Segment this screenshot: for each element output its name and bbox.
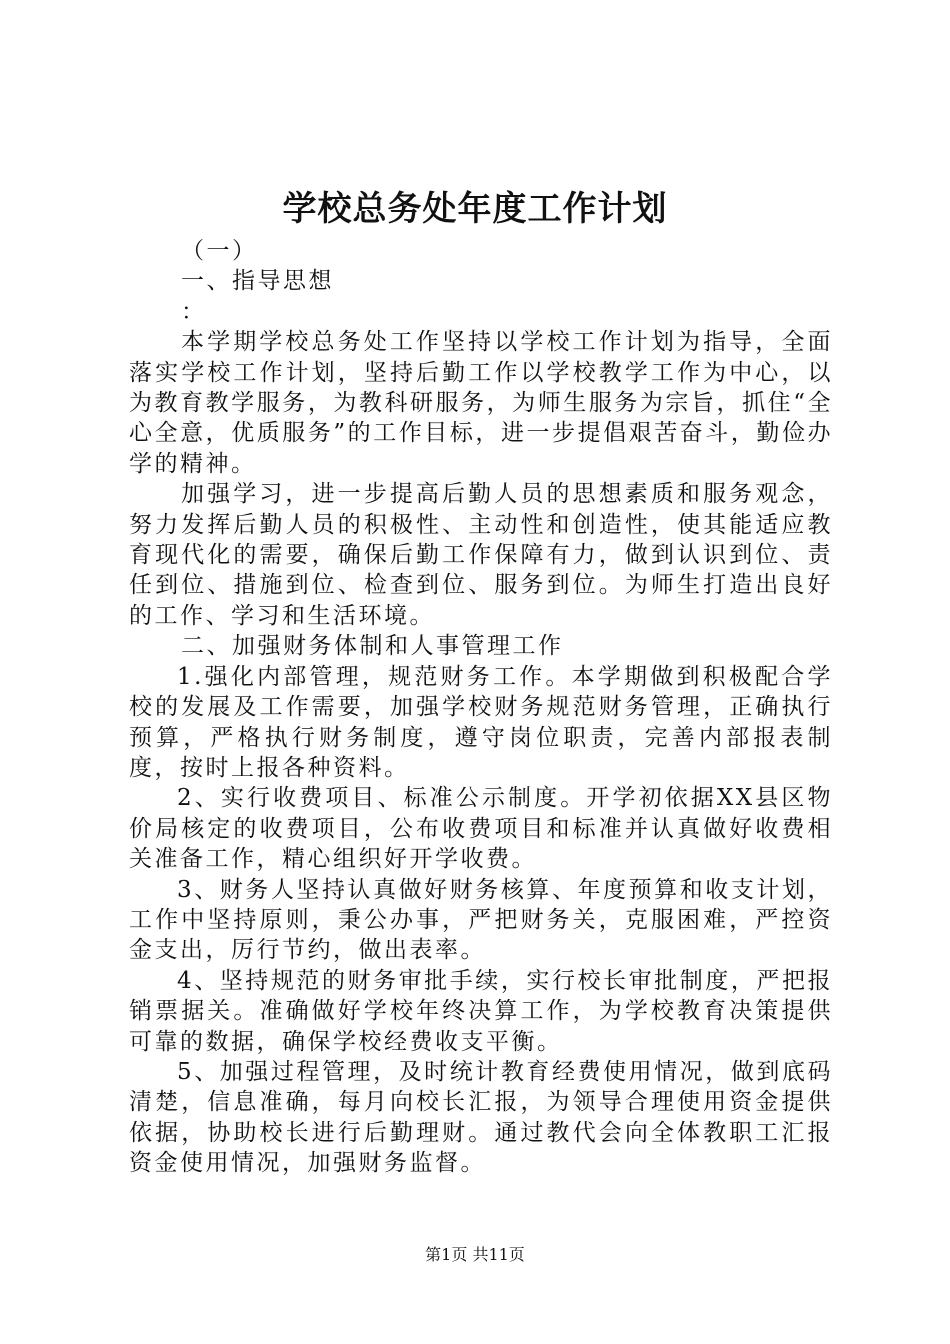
paragraph-study: 加强学习，进一步提高后勤人员的思想素质和服务观念，努力发挥后勤人员的积极性、主动性和创造性，使其能适应教育现代化的需要，确保后勤工作保障有力，做到认识到位、责任到位、措施到位、检查到位、服务到位。为师生打造出良好的工作、学习和生活环境。 (129, 481, 833, 629)
section-number: （一） (181, 238, 258, 264)
paragraph-guidance: 本学期学校总务处工作坚持以学校工作计划为指导，全面落实学校工作计划，坚持后勤工作以学校教学工作为中心，以为教育教学服务，为教科研服务，为师生服务为宗旨，抓住“全心全意，优质服务”的工作目标，进一步提倡艰苦奋斗，勤俭办学的精神。 (129, 329, 833, 477)
document-title: 学校总务处年度工作计划 (282, 189, 668, 229)
heading-guiding-ideology: 一、指导思想 (181, 268, 334, 295)
document-body (129, 236, 833, 1179)
page-footer: 第1页 共11页 (425, 1245, 525, 1264)
colon-line: ： (181, 298, 207, 325)
paragraph-item-4: 4、坚持规范的财务审批手续，实行校长审批制度，严把报销票据关。准确做好学校年终决算工作，为学校教育决策提供可靠的数据，确保学校经费收支平衡。 (129, 967, 833, 1055)
paragraph-item-1: 1.强化内部管理，规范财务工作。本学期做到积极配合学校的发展及工作需要，加强学校财务规范财务管理，正确执行预算，严格执行财务制度，遵守岗位职责，完善内部报表制度，按时上报各种资料。 (129, 663, 833, 781)
paragraph-item-3: 3、财务人坚持认真做好财务核算、年度预算和收支计划，工作中坚持原则，秉公办事，严把财务关，克服困难，严控资金支出，厉行节约，做出表率。 (129, 876, 833, 964)
heading-finance-management: 二、加强财务体制和人事管理工作 (181, 633, 564, 660)
paragraph-item-2: 2、实行收费项目、标准公示制度。开学初依据XX县区物价局核定的收费项目，公布收费项目和标准并认真做好收费相关准备工作，精心组织好开学收费。 (129, 785, 833, 873)
paragraph-item-5: 5、加强过程管理，及时统计教育经费使用情况，做到底码清楚，信息准确，每月向校长汇报，为领导合理使用资金提供依据，协助校长进行后勤理财。通过教代会向全体教职工汇报资金使用情况，加强财务监督。 (129, 1058, 833, 1177)
